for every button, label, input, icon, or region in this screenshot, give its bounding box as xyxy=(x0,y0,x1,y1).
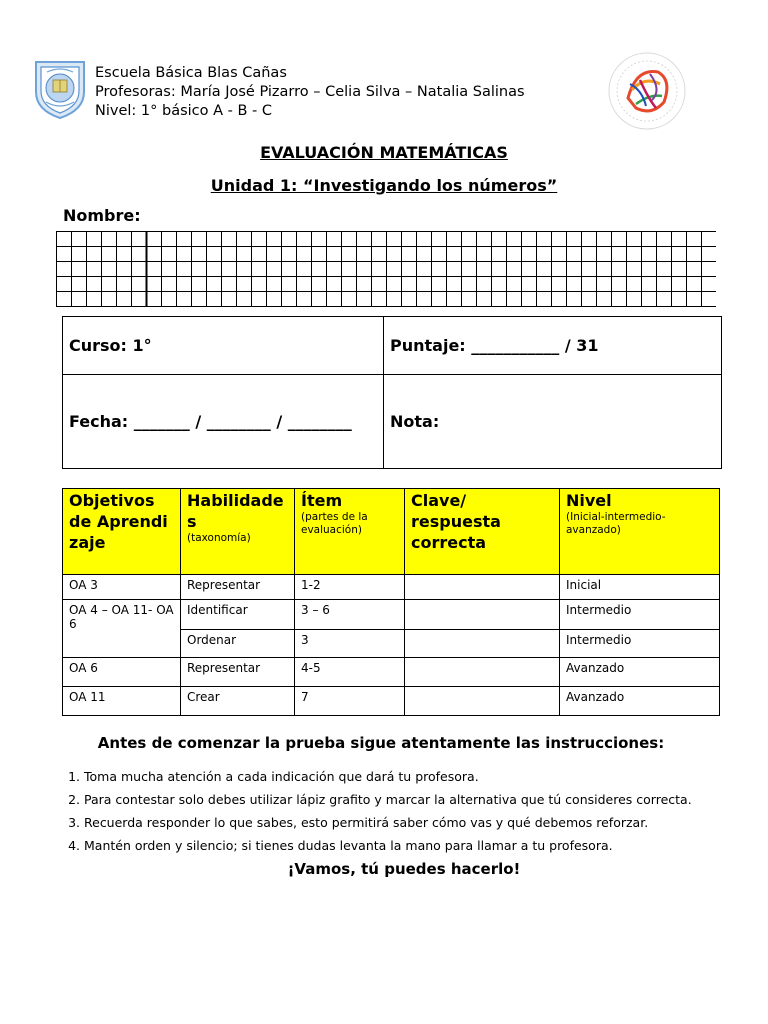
clave-cell[interactable] xyxy=(405,658,560,687)
clave-cell[interactable] xyxy=(405,687,560,716)
level-line: Nivel: 1° básico A - B - C xyxy=(95,103,273,119)
instruction-item: 1. Toma mucha atención a cada indicación que dará tu profesora. xyxy=(84,765,768,788)
nivel-cell: Intermedio xyxy=(560,630,720,658)
school-crest-logo xyxy=(33,58,87,120)
instruction-item: 4. Mantén orden y silencio; si tienes dudas levanta la mano para llamar a tu profesora. xyxy=(84,834,768,857)
clave-cell[interactable] xyxy=(405,575,560,600)
nota-cell: Nota: xyxy=(384,375,722,469)
nivel-cell: Inicial xyxy=(560,575,720,600)
table-row xyxy=(63,575,720,600)
oa-cell: OA 6 xyxy=(63,658,181,687)
closing-message: ¡Vamos, tú puedes hacerlo! xyxy=(287,860,521,878)
table-row xyxy=(63,600,720,630)
habilidad-cell: Crear xyxy=(181,687,295,716)
name-grid[interactable] xyxy=(56,231,716,311)
item-cell: 3 – 6 xyxy=(295,600,405,630)
clave-cell[interactable] xyxy=(405,600,560,630)
habilidad-cell: Representar xyxy=(181,658,295,687)
puntaje-cell: Puntaje: ___________ / 31 xyxy=(384,317,722,375)
header-habilidades: Habilidades (taxonomía) xyxy=(181,489,295,575)
item-cell: 3 xyxy=(295,630,405,658)
nombre-label: Nombre: xyxy=(63,206,141,225)
page-subtitle: Unidad 1: “Investigando los números” xyxy=(210,176,558,195)
page-title: EVALUACIÓN MATEMÁTICAS xyxy=(260,143,508,162)
name-grid-lines xyxy=(56,231,716,307)
nivel-cell: Avanzado xyxy=(560,687,720,716)
oa-cell: OA 11 xyxy=(63,687,181,716)
oa-cell: OA 3 xyxy=(63,575,181,600)
instruction-item: 3. Recuerda responder lo que sabes, esto permitirá saber cómo vas y qué debemos reforzar. xyxy=(84,811,768,834)
table-row xyxy=(63,687,720,716)
table-row xyxy=(63,658,720,687)
header-item: Ítem (partes de la evaluación) xyxy=(295,489,405,575)
objectives-table xyxy=(62,488,720,716)
oa-cell: OA 4 – OA 11- OA 6 xyxy=(63,600,181,658)
instructions-list xyxy=(62,765,768,857)
teachers-line: Profesoras: María José Pizarro – Celia Silva – Natalia Salinas xyxy=(95,84,525,100)
school-name: Escuela Básica Blas Cañas xyxy=(95,65,287,81)
habilidad-cell: Identificar xyxy=(181,600,295,630)
info-table xyxy=(62,316,722,469)
nivel-cell: Intermedio xyxy=(560,600,720,630)
fecha-cell: Fecha: _______ / ________ / ________ xyxy=(63,375,384,469)
habilidad-cell: Ordenar xyxy=(181,630,295,658)
item-cell: 7 xyxy=(295,687,405,716)
item-cell: 4-5 xyxy=(295,658,405,687)
curso-cell: Curso: 1° xyxy=(63,317,384,375)
instruction-item: 2. Para contestar solo debes utilizar lápiz grafito y marcar la alternativa que tú consideres correcta. xyxy=(84,788,768,811)
header-objetivos: Objetivos de Aprendizaje xyxy=(63,489,181,575)
header-clave: Clave/ respuesta correcta xyxy=(405,489,560,575)
instructions-heading: Antes de comenzar la prueba sigue atentamente las instrucciones: xyxy=(97,734,665,752)
emblem-logo xyxy=(606,50,688,132)
clave-cell[interactable] xyxy=(405,630,560,658)
nivel-cell: Avanzado xyxy=(560,658,720,687)
habilidad-cell: Representar xyxy=(181,575,295,600)
header-nivel: Nivel (Inicial-intermedio-avanzado) xyxy=(560,489,720,575)
item-cell: 1-2 xyxy=(295,575,405,600)
